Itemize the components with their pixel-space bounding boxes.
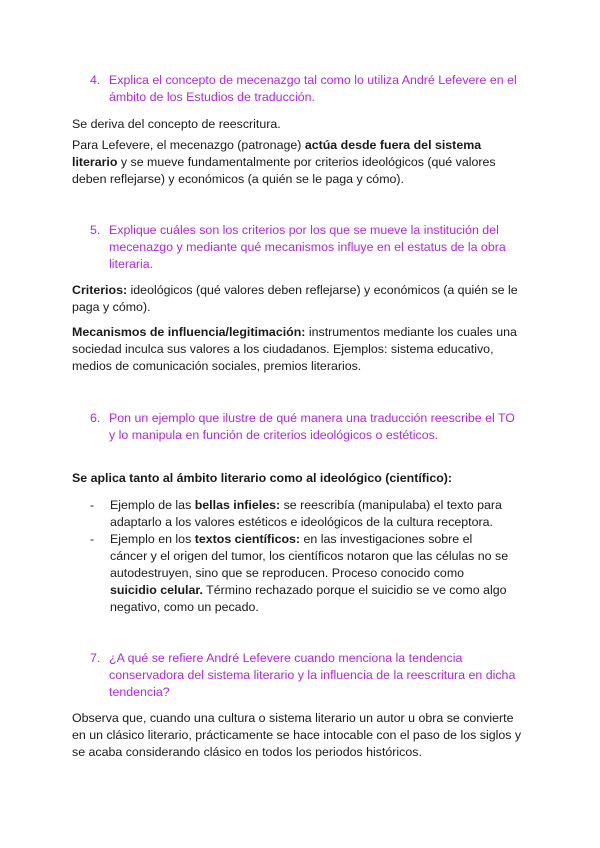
answer-7: Observa que, cuando una cultura o sistema literario un autor u obra se convierte en un clásico literario, prácticamente se hace intocable con el paso de los siglos y se acaba considerando clásico en todos los periodos históricos. — [72, 711, 522, 759]
answer-5-criterios: Criterios: ideológicos (qué valores deben reflejarse) y económicos (a quién se le paga y cómo). — [72, 283, 518, 314]
list-item: - Ejemplo de las bellas infieles: se reescribía (manipulaba) el texto para adaptarlo a los valores estéticos e ideológicos de la cultura receptora. — [90, 498, 502, 529]
list-dash: - — [90, 498, 95, 512]
question-5 — [90, 222, 520, 273]
question-text: Pon un ejemplo que ilustre de qué manera una traducción reescribe el TO y lo manipula en función de criterios ideológicos o estéticos. — [109, 411, 515, 442]
answer-4-paragraph-2: Para Lefevere, el mecenazgo (patronage) actúa desde fuera del sistema literario y se mueve fundamentalmente por criterios ideológicos (qué valores deben reflejarse) y económicos (a quién se le paga y cómo). — [72, 138, 496, 186]
criterios-label: Criterios: — [72, 283, 128, 297]
question-text: Explique cuáles son los criterios por los que se mueve la institución del mecenazgo y mediante qué mecanismos influye en el estatus de la obra literaria. — [109, 223, 506, 271]
list-item: - Ejemplo en los textos científicos: en las investigaciones sobre el cáncer y el origen del tumor, los científicos notaron que las células no se autodestruyen, sino que se reproducen. Proceso conocido como suicidio celular. Término rechazado porque el suicidio se ve como algo negativo, como un pecado. — [90, 532, 509, 614]
question-7 — [90, 650, 520, 701]
mecanismos-label: Mecanismos de influencia/legitimación: — [72, 325, 306, 339]
answer-6-list — [90, 497, 510, 616]
question-text: ¿A qué se refiere André Lefevere cuando menciona la tendencia conservadora del sistema literario y la influencia de la reescritura en dicha tendencia? — [109, 651, 516, 699]
question-text: Explica el concepto de mecenazgo tal como lo utiliza André Lefevere en el ámbito de los Estudios de traducción. — [109, 73, 517, 104]
question-number: 4. — [90, 73, 101, 87]
question-number: 6. — [90, 411, 101, 425]
answer-5-mecanismos: Mecanismos de influencia/legitimación: instrumentos mediante los cuales una sociedad inculca sus valores a los ciudadanos. Ejemplos: sistema educativo, medios de comunicación sociales, premios literarios. — [72, 325, 517, 373]
question-4 — [90, 72, 520, 106]
question-6 — [90, 410, 520, 444]
question-number: 5. — [90, 223, 101, 237]
question-number: 7. — [90, 651, 101, 665]
answer-4-paragraph-1: Se deriva del concepto de reescritura. — [72, 117, 281, 131]
answer-6-heading: Se aplica tanto al ámbito literario como al ideológico (científico): — [72, 471, 453, 485]
bold-phrase: actúa desde fuera del sistema literario — [72, 138, 482, 169]
list-dash: - — [90, 532, 95, 546]
